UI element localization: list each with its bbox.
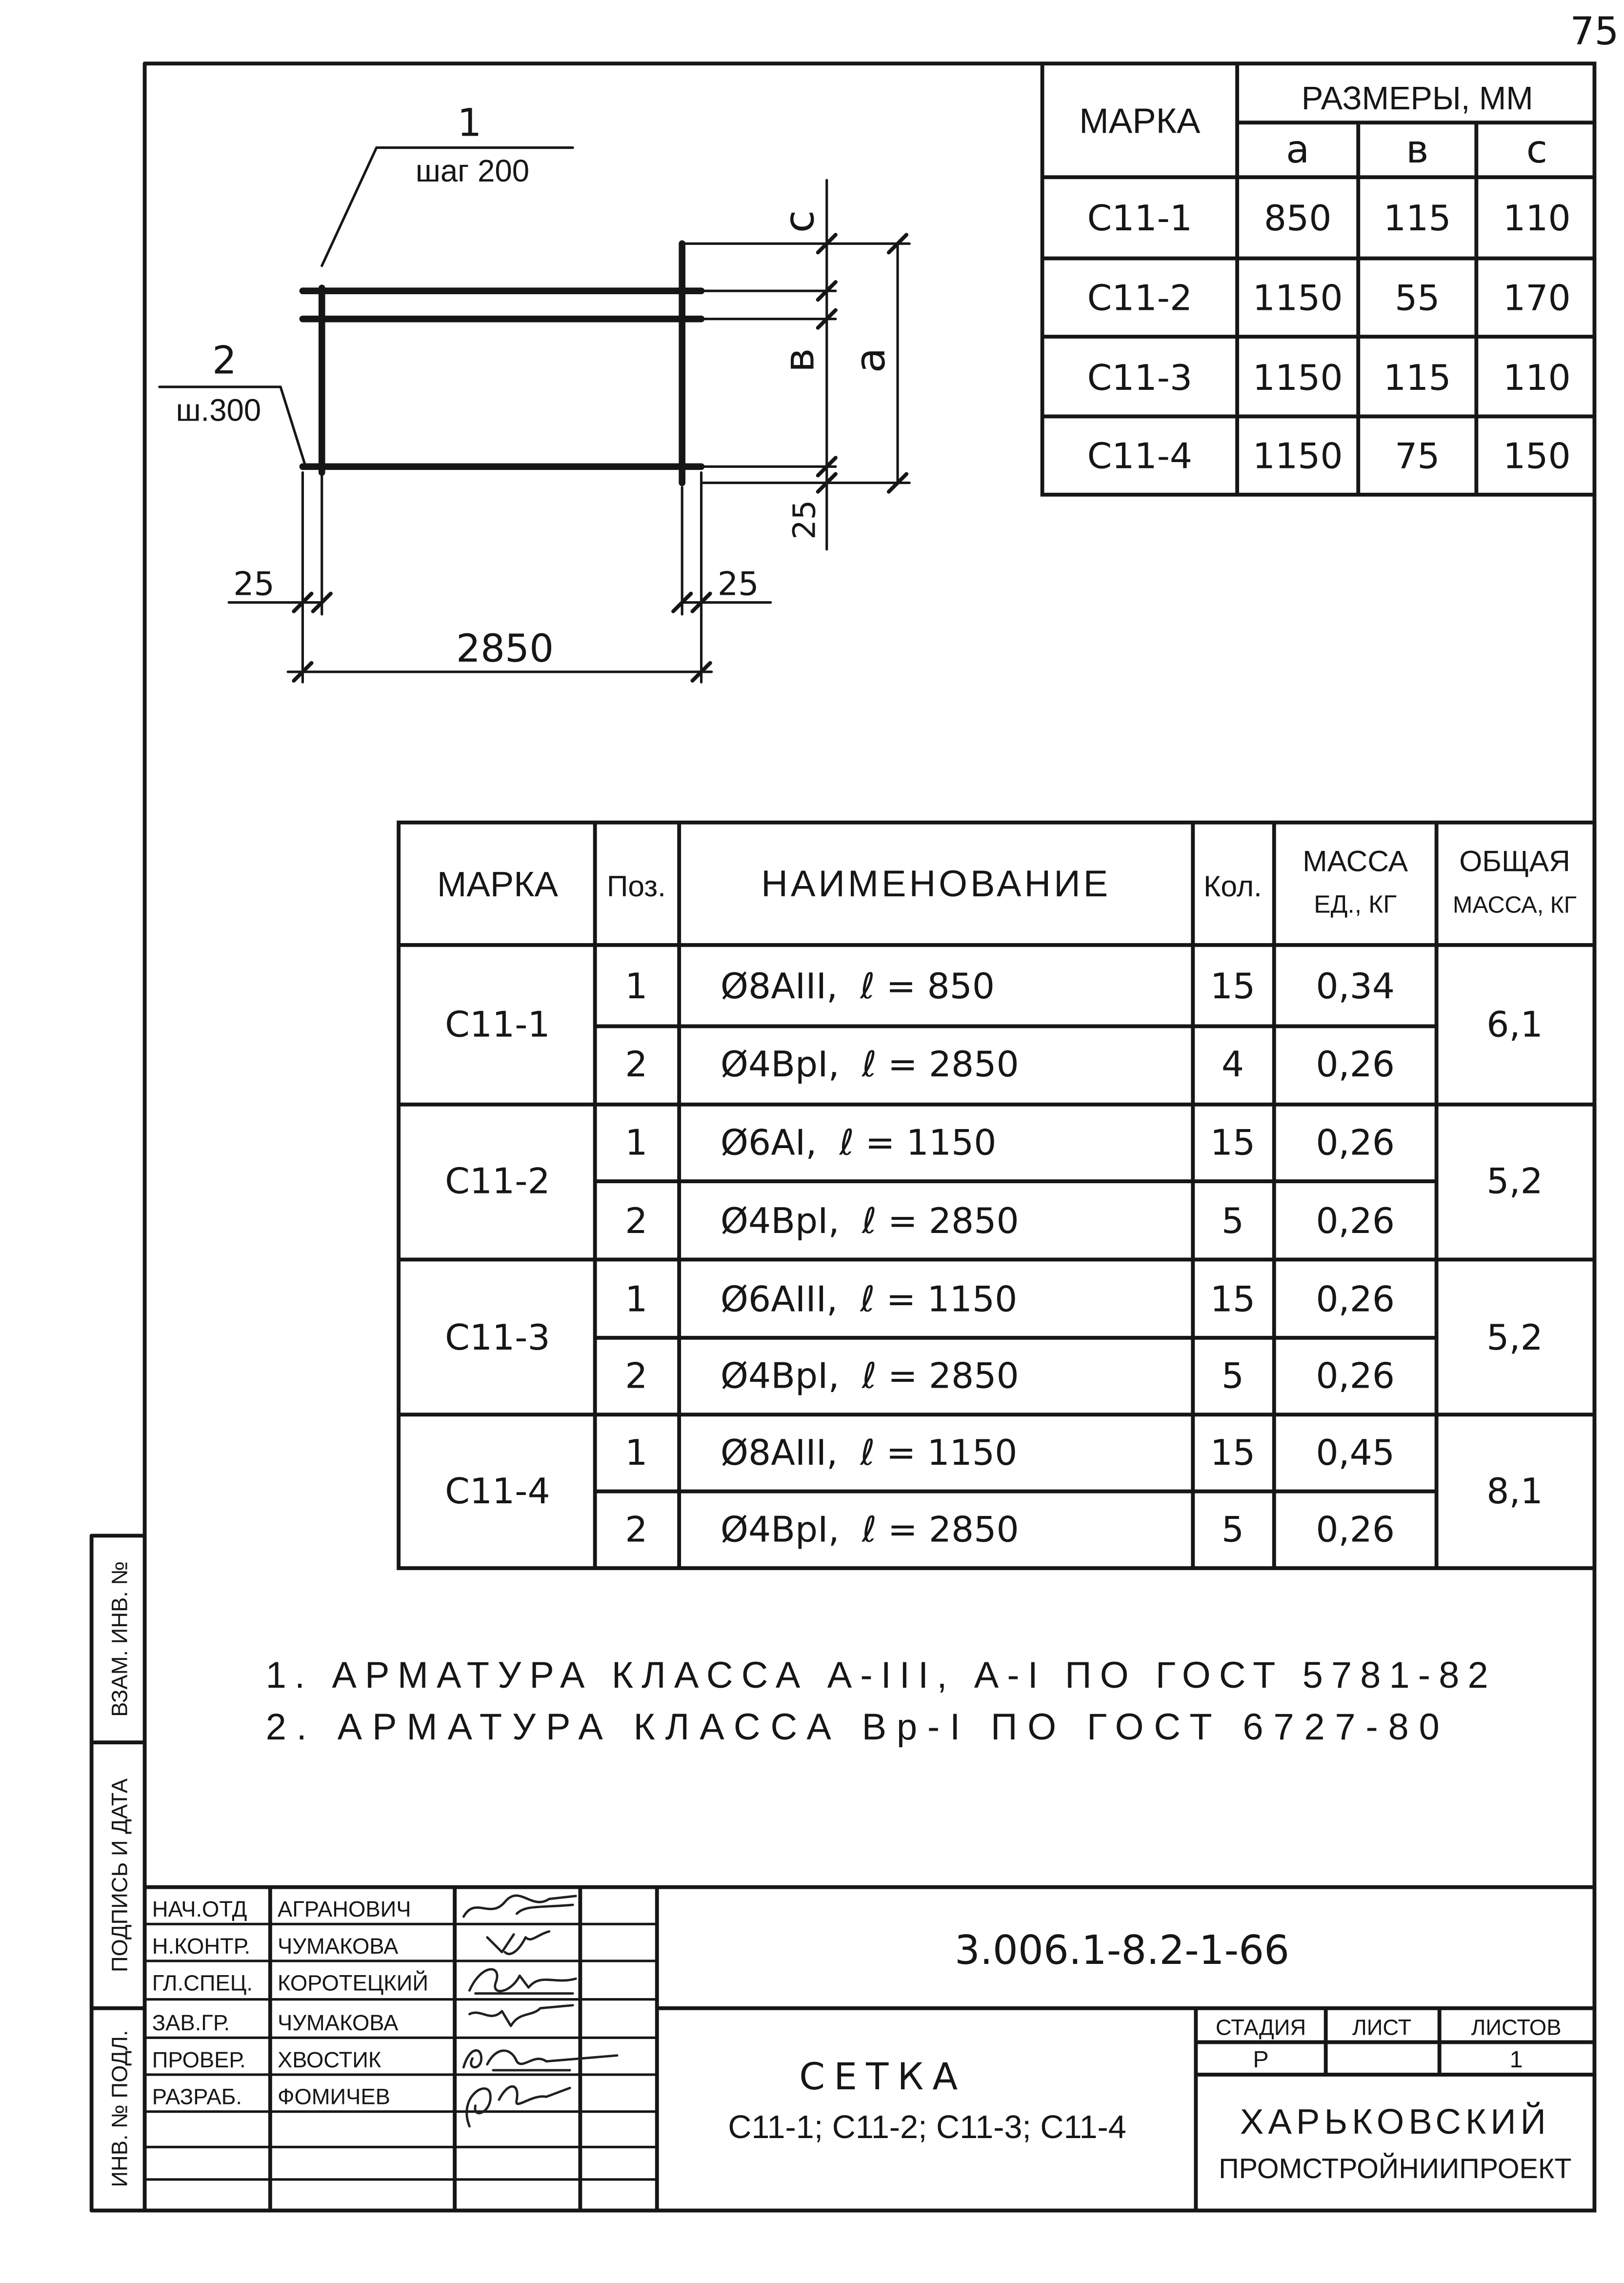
signatory-row (152, 1896, 576, 1921)
sizes-header-sizes: РАЗМЕРЫ, ММ (1301, 80, 1533, 117)
sizes-row-mark: С11-4 (1087, 436, 1193, 477)
signatory-role: ЗАВ.ГР. (152, 2010, 230, 2036)
sizes-row-a: 1150 (1252, 436, 1343, 477)
signatory-role: Н.КОНТР. (152, 1933, 251, 1959)
signatory-name: ФОМИЧЕВ (277, 2084, 390, 2109)
dimension-25-right: 25 (717, 565, 759, 603)
sizes-row (1087, 436, 1571, 477)
signature (463, 1896, 576, 1917)
table-row (625, 1509, 1395, 1550)
spec-item-name: Ø6АIII, ℓ = 1150 (720, 1279, 1018, 1320)
sizes-row-c: 150 (1503, 436, 1571, 477)
spec-header-pos: Поз. (606, 869, 666, 903)
spec-item-name: Ø6АI, ℓ = 1150 (720, 1122, 997, 1164)
spec-item-mass: 0,26 (1316, 1122, 1395, 1164)
spec-item-pos: 2 (625, 1509, 648, 1551)
dimension-ticks (294, 235, 906, 681)
sizes-row-c: 110 (1503, 357, 1571, 399)
sizes-row-c: 170 (1503, 278, 1571, 319)
spec-item-mass: 0,45 (1316, 1433, 1395, 1474)
sizes-row (1087, 278, 1571, 319)
sizes-col-a: а (1286, 126, 1310, 172)
signatory-row (152, 2005, 573, 2035)
note-1: 1. АРМАТУРА КЛАССА А-III, А-I ПО ГОСТ 5781-82 (265, 1655, 1488, 1697)
spec-item-qty: 15 (1210, 1279, 1256, 1320)
table-row (625, 1356, 1395, 1397)
spec-item-mass: 0,26 (1316, 1355, 1395, 1397)
spec-item-pos: 2 (625, 1355, 648, 1397)
document-code: 3.006.1-8.2-1-66 (954, 1927, 1290, 1974)
sizes-row-b: 115 (1383, 357, 1451, 399)
sizes-row-b: 55 (1395, 278, 1440, 319)
spec-item-pos: 2 (625, 1044, 648, 1086)
table-row (625, 1433, 1395, 1474)
signature (463, 2050, 617, 2070)
dimension-a-label: а (845, 347, 894, 373)
spec-header-qty: Кол. (1203, 869, 1262, 903)
margin-original-inv: ИНВ. № ПОДЛ. (107, 2030, 132, 2187)
signature (467, 2086, 570, 2126)
spec-item-name: Ø4ВрI, ℓ = 2850 (720, 1355, 1019, 1397)
position-1-note: шаг 200 (415, 154, 530, 189)
spec-item-pos: 1 (625, 1122, 648, 1164)
position-2-note: ш.300 (176, 393, 261, 428)
table-row (625, 1044, 1395, 1085)
dimension-b-label: в (775, 348, 823, 373)
signatory-row (152, 2047, 617, 2072)
sizes-col-b: в (1406, 126, 1429, 172)
signatory-row (152, 1969, 576, 1995)
table-row (625, 966, 1395, 1007)
sheets-label: ЛИСТОВ (1471, 2015, 1562, 2040)
signatory-role: ПРОВЕР. (152, 2047, 246, 2072)
dimension-lines (229, 180, 909, 682)
dimension-length: 2850 (456, 626, 554, 671)
spec-group-total-mass: 5,2 (1486, 1161, 1543, 1202)
spec-item-mass: 0,26 (1316, 1200, 1395, 1242)
signatory-role: РАЗРАБ. (152, 2084, 242, 2109)
spec-item-qty: 15 (1210, 1433, 1256, 1474)
sizes-row-b: 115 (1383, 198, 1451, 240)
spec-group-total-mass: 6,1 (1486, 1004, 1543, 1046)
dimension-25-vertical: 25 (786, 500, 822, 540)
sizes-row-mark: С11-1 (1087, 198, 1193, 240)
spec-item-name: Ø4ВрI, ℓ = 2850 (720, 1509, 1019, 1551)
spec-item-qty: 4 (1221, 1044, 1244, 1086)
spec-item-pos: 2 (625, 1200, 648, 1242)
spec-item-name: Ø8АIII, ℓ = 1150 (720, 1433, 1018, 1474)
spec-item-mass: 0,26 (1316, 1279, 1395, 1320)
spec-header-unit-mass: МАССА (1303, 844, 1408, 878)
signature (487, 1931, 549, 1954)
drawing-title: СЕТКА (799, 2055, 967, 2099)
sizes-col-c: с (1526, 126, 1548, 172)
spec-header-total-mass: ОБЩАЯ (1459, 844, 1570, 878)
sizes-row (1087, 198, 1571, 239)
spec-item-qty: 5 (1221, 1509, 1244, 1551)
margin-signature-date: ПОДПИСЬ И ДАТА (107, 1778, 132, 1973)
stage-value: Р (1253, 2046, 1269, 2073)
spec-header-name: НАИМЕНОВАНИЕ (761, 863, 1111, 905)
table-row (625, 1279, 1395, 1320)
spec-group-mark: С11-3 (445, 1317, 550, 1359)
note-2: 2. АРМАТУРА КЛАССА Вр-I ПО ГОСТ 6727-80 (265, 1707, 1440, 1748)
drawing-subtitle: С11-1; С11-2; С11-3; С11-4 (728, 2109, 1126, 2146)
table-row (625, 1201, 1395, 1242)
sizes-row-b: 75 (1395, 436, 1440, 477)
spec-item-mass: 0,34 (1316, 966, 1395, 1007)
signatory-name: ХВОСТИК (277, 2047, 381, 2072)
table-row (625, 1123, 1395, 1164)
spec-item-mass: 0,26 (1316, 1044, 1395, 1086)
margin-replacement-inv: ВЗАМ. ИНВ. № (107, 1561, 132, 1717)
sizes-row-c: 110 (1503, 198, 1571, 240)
sizes-row-a: 1150 (1252, 357, 1343, 399)
sizes-row-mark: С11-3 (1087, 357, 1193, 399)
sizes-row-a: 850 (1263, 198, 1332, 240)
spec-item-qty: 5 (1221, 1200, 1244, 1242)
page-number: 75 (1570, 8, 1619, 54)
signatory-name: АГРАНОВИЧ (277, 1897, 411, 1922)
organization-name-line-1: ХАРЬКОВСКИЙ (1240, 2102, 1550, 2142)
sheets-value: 1 (1509, 2046, 1523, 2073)
stage-label: СТАДИЯ (1215, 2015, 1306, 2040)
signatory-name: ЧУМАКОВА (277, 1933, 399, 1959)
sizes-row-a: 1150 (1252, 278, 1343, 319)
spec-item-name: Ø4ВрI, ℓ = 2850 (720, 1044, 1019, 1086)
organization-name-line-2: ПРОМСТРОЙНИИПРОЕКТ (1219, 2153, 1572, 2184)
spec-item-qty: 15 (1210, 1122, 1256, 1164)
signatory-row (152, 2084, 570, 2126)
spec-group-mark: С11-1 (445, 1004, 550, 1046)
spec-item-pos: 1 (625, 966, 648, 1007)
spec-group-mark: С11-4 (445, 1471, 550, 1512)
signature (469, 1969, 576, 1994)
dimension-c-label: с (775, 210, 823, 233)
mesh-bars (302, 243, 701, 483)
spec-item-name: Ø4ВрI, ℓ = 2850 (720, 1200, 1019, 1242)
spec-header-total-mass-unit: МАССА, КГ (1453, 891, 1577, 918)
spec-group-total-mass: 5,2 (1486, 1317, 1543, 1359)
position-2-label: 2 (212, 338, 237, 383)
spec-header-unit-mass-unit: ЕД., КГ (1314, 889, 1397, 918)
spec-group-mark: С11-2 (445, 1161, 550, 1202)
spec-item-mass: 0,26 (1316, 1509, 1395, 1551)
dimension-25-left: 25 (233, 565, 275, 603)
spec-group-total-mass: 8,1 (1486, 1471, 1543, 1512)
position-1-label: 1 (457, 100, 482, 145)
sizes-row-mark: С11-2 (1087, 278, 1193, 319)
spec-item-pos: 1 (625, 1279, 648, 1320)
spec-item-qty: 15 (1210, 966, 1256, 1007)
signatory-row (152, 1931, 549, 1958)
spec-item-qty: 5 (1221, 1355, 1244, 1397)
spec-item-name: Ø8АIII, ℓ = 850 (720, 966, 995, 1007)
signatory-role: ГЛ.СПЕЦ. (152, 1970, 253, 1996)
sizes-row (1087, 358, 1571, 399)
sizes-header-mark: МАРКА (1079, 101, 1201, 141)
signatory-name: КОРОТЕЦКИЙ (277, 1970, 428, 1996)
spec-header-mark: МАРКА (437, 864, 558, 904)
sheet-label: ЛИСТ (1352, 2015, 1412, 2040)
signature (469, 2005, 573, 2026)
signatory-role: НАЧ.ОТД (152, 1897, 247, 1922)
spec-item-pos: 1 (625, 1433, 648, 1474)
signatory-name: ЧУМАКОВА (277, 2010, 399, 2036)
